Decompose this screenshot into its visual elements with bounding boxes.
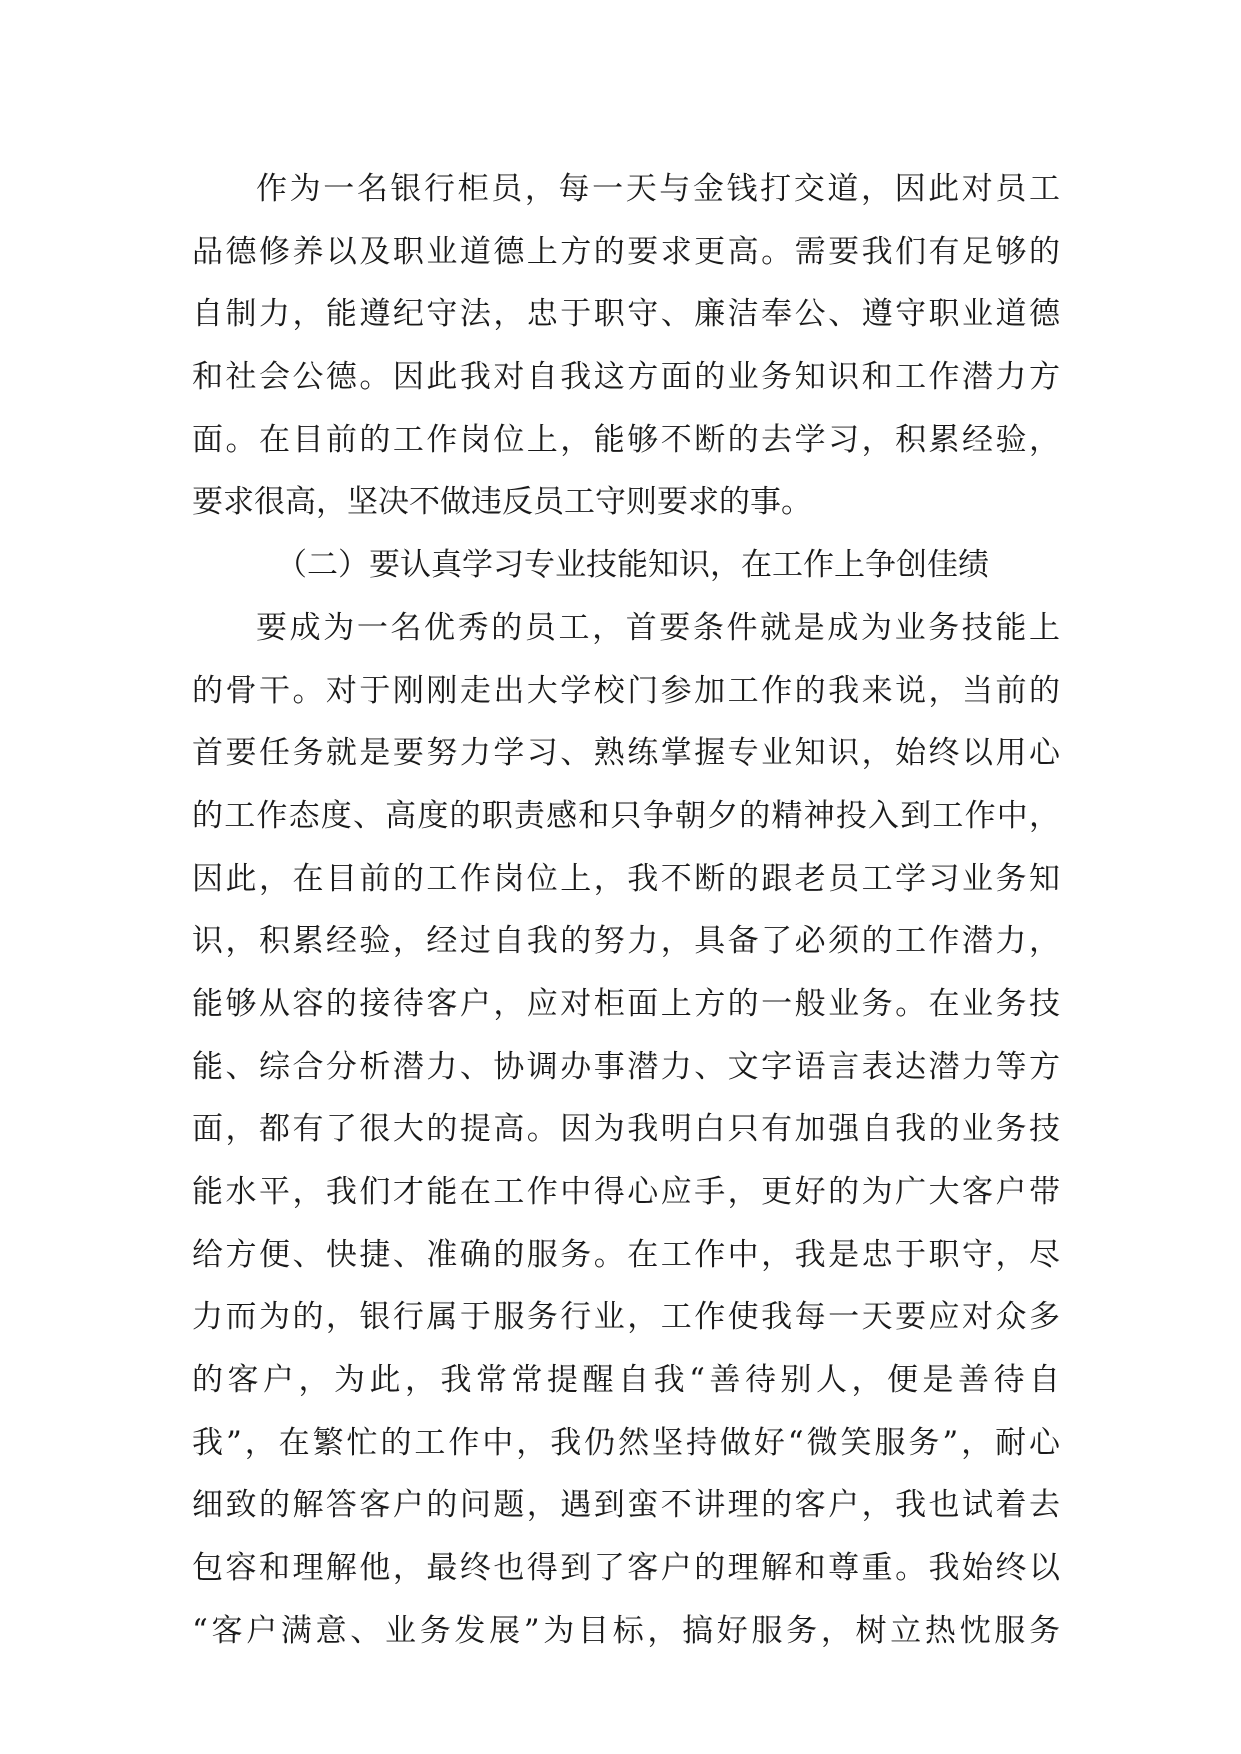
text-line: 能水平，我们才能在工作中得心应手，更好的为广大客户带 [192, 1174, 1060, 1210]
text-line: 要求很高，坚决不做违反员工守则要求的事。 [192, 484, 812, 521]
text-line: 和社会公德。因此我对自我这方面的业务知识和工作潜力方 [192, 359, 1060, 396]
text-line: “客户满意、业务发展”为目标，搞好服务，树立热忱服务 [192, 1612, 1060, 1649]
section-heading-text: （二）要认真学习专业技能知识，在工作上争创佳绩 [276, 547, 989, 584]
text-line: 品德修养以及职业道德上方的要求更高。需要我们有足够的 [192, 233, 1060, 270]
section-heading [192, 534, 1060, 597]
text-line: 给方便、快捷、准确的服务。在工作中，我是忠于职守，尽 [192, 1236, 1060, 1273]
text-line: 我”，在繁忙的工作中，我仍然坚持做好“微笑服务”，耐心 [192, 1424, 1060, 1461]
text-line: 能、综合分析潜力、协调办事潜力、文字语言表达潜力等方 [192, 1048, 1060, 1085]
text-line: 能够从容的接待客户，应对柜面上方的一般业务。在业务技 [192, 985, 1060, 1022]
text-line: 面。在目前的工作岗位上，能够不断的去学习，积累经验， [192, 421, 1060, 458]
text-line: 包容和理解他，最终也得到了客户的理解和尊重。我始终以 [192, 1550, 1060, 1587]
text-line: 要成为一名优秀的员工，首要条件就是成为业务技能上 [256, 609, 1060, 646]
text-line: 的客户，为此，我常常提醒自我“善待别人，便是善待自 [192, 1362, 1060, 1399]
text-line: 因此，在目前的工作岗位上，我不断的跟老员工学习业务知 [192, 860, 1060, 897]
text-line: 的骨干。对于刚刚走出大学校门参加工作的我来说，当前的 [192, 672, 1060, 709]
text-line: 面，都有了很大的提高。因为我明白只有加强自我的业务技 [192, 1111, 1060, 1148]
text-line: 的工作态度、高度的职责感和只争朝夕的精神投入到工作中， [192, 797, 1060, 834]
paragraph-integrity [192, 158, 1060, 534]
text-line: 自制力，能遵纪守法，忠于职守、廉洁奉公、遵守职业道德 [192, 296, 1060, 333]
paragraph-skills [192, 597, 1060, 1663]
text-line: 识，积累经验，经过自我的努力，具备了必须的工作潜力， [192, 923, 1060, 960]
text-line: 首要任务就是要努力学习、熟练掌握专业知识，始终以用心 [192, 735, 1060, 772]
text-line: 力而为的，银行属于服务行业，工作使我每一天要应对众多 [192, 1299, 1060, 1336]
document-body [192, 158, 1060, 1663]
text-line: 作为一名银行柜员，每一天与金钱打交道，因此对员工 [256, 171, 1060, 207]
text-line: 细致的解答客户的问题，遇到蛮不讲理的客户，我也试着去 [192, 1487, 1060, 1524]
